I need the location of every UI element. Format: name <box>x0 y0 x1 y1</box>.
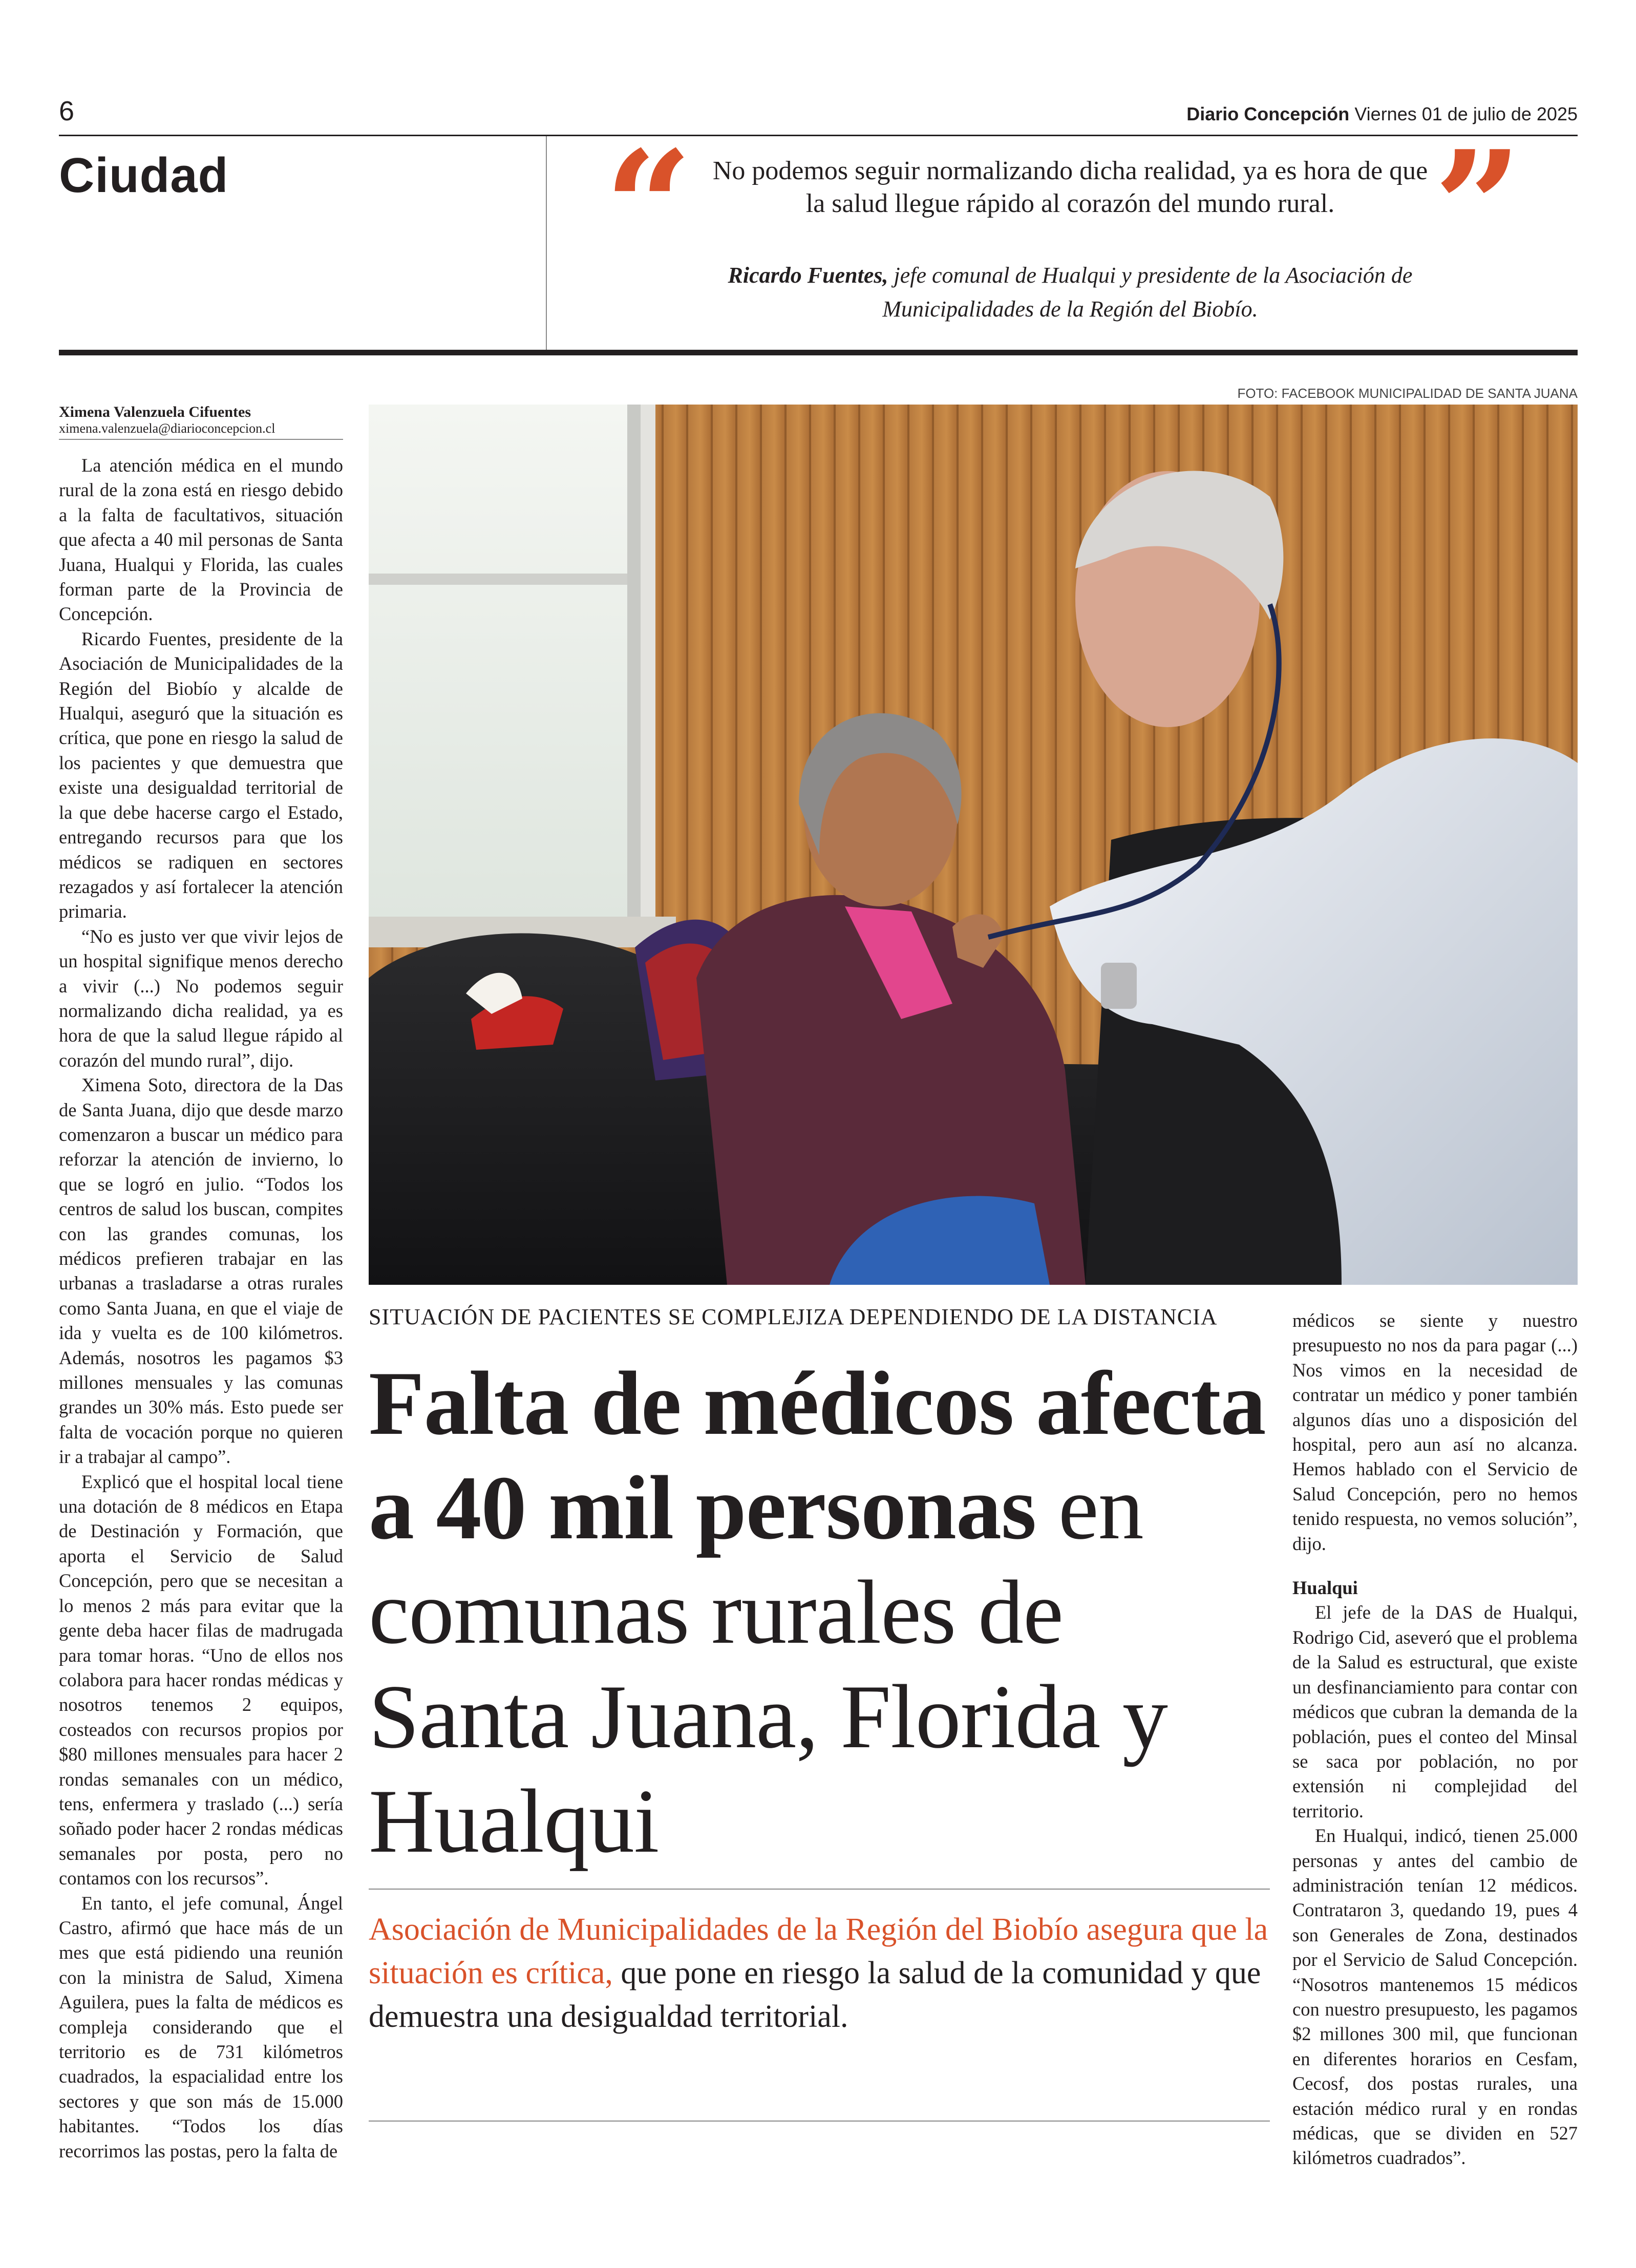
byline-rule <box>59 439 343 440</box>
headline-regular: en comunas rurales de Santa Juana, Florida y Hualqui <box>369 1457 1167 1872</box>
paragraph: médicos se siente y nuestro presupuesto no nos da para pagar (...) Nos vimos en la necesidad de contratar un médico y poner también algunos días uno a disposición del hospital, pero aun así no alcanza. Hemos hablado con el Servicio de Salud Concepción, pero no hemos tenido respuesta, no vemos solución”, dijo. <box>1292 1310 1578 1554</box>
paragraph: En tanto, el jefe comunal, Ángel Castro, afirmó que hace más de un mes que está pidiendo una reunión con la ministra de Salud, Ximena Aguilera, pues la falta de médicos es compleja considerando que el territorio es de 731 kilómetros cuadrados, la espacialidad entre los sectores y que son más de 15.000 habitantes. “Todos los días recorrimos las postas, pero la falta de <box>59 1892 343 2161</box>
paragraph: El jefe de la DAS de Hualqui, Rodrigo Cid, aseveró que el problema de la Salud es estructural, que existe un desfinanciamiento para contar con médicos que cubran la demanda de la población, pues el conteo del Minsal se saca por población, no por extensión ni complejidad del territorio. <box>1292 1602 1578 1821</box>
quote-attribution <box>655 259 1485 326</box>
newspaper-name: Diario Concepción <box>1186 103 1350 124</box>
article-headline <box>369 1351 1280 1873</box>
header-thick-rule <box>59 350 1578 355</box>
pull-quote: No podemos seguir normalizando dicha realidad, ya es hora de que la salud llegue rápido al corazón del mundo rural. <box>712 156 1428 218</box>
deck-bottom-rule <box>369 2121 1270 2122</box>
close-quote-icon: ” <box>1434 117 1522 298</box>
page-number: 6 <box>59 96 75 126</box>
paragraph: En Hualqui, indicó, tienen 25.000 personas y antes del cambio de administración tenían 12 médicos. Contrataron 3, quedando 19, pues 4 son Generales de Zona, destinados por el Servicio de Salud Concepción. “Nosotros mantenemos 15 médicos con nuestro presupuesto, les pagamos $2 millones 300 mil, que funcionan en diferentes horarios en Cesfam, Cecosf, dos postas rurales, una estación médico rural y en rondas médicas, que se dividen en 527 kilómetros cuadrados”. <box>1292 1825 1578 2169</box>
deck-rest: que pone en riesgo la salud de la comunidad y que demuestra una desigualdad territorial. <box>369 1956 1261 2034</box>
article-kicker: SITUACIÓN DE PACIENTES SE COMPLEJIZA DEPENDIENDO DE LA DISTANCIA <box>369 1304 1218 1329</box>
paragraph: Ximena Soto, directora de la Das de Santa Juana, dijo que desde marzo comenzaron a buscar un médico para reforzar la atención de invierno, lo que se logró en julio. “Todos los centros de salud los buscan, compites con las grandes comunas, los médicos prefieren trabajar en las urbanas a trasladarse a otras rurales como Santa Juana, en que el viaje de ida y vuelta es de 100 kilómetros. Además, nosotros les pagamos $3 millones mensuales y las comunas grandes un 30% más. Esto puede ser falta de vocación porque no quieren ir a trabajar al campo”. <box>59 1074 343 1468</box>
issue-date: Viernes 01 de julio de 2025 <box>1354 103 1578 124</box>
headline-bold: Falta de médicos afecta a 40 mil personas <box>369 1352 1266 1558</box>
deck-accent: Asociación de Municipalidades de la Región del Biobío asegura que la situación es crítica, <box>369 1912 1268 1990</box>
section-title: Ciudad <box>59 148 229 203</box>
article-photo <box>369 405 1578 1285</box>
paragraph: Ricardo Fuentes, presidente de la Asociación de Municipalidades de la Región del Biobío y alcalde de Hualqui, aseguró que la situación es crítica, que pone en riesgo la salud de los pacientes y que demuestra que existe una desigualdad territorial de la que debe hacerse cargo el Estado, entregando recursos para que los médicos se radiquen en sectores rezagados y así fortalecer la atención primaria. <box>59 628 343 922</box>
paragraph: “No es justo ver que vivir lejos de un hospital signifique menos derecho a vivir (...) No podemos seguir normalizando dicha realidad, ya es hora de que la salud llegue rápido al corazón del mundo rural”, dijo. <box>59 925 343 1071</box>
open-quote-icon: “ <box>604 117 693 298</box>
left-column <box>59 453 343 2164</box>
right-column <box>1292 1308 1578 2171</box>
subheading: Hualqui <box>1292 1577 1358 1599</box>
byline-email[interactable]: ximena.valenzuela@diarioconcepcion.cl <box>59 421 275 436</box>
header-divider <box>546 136 547 351</box>
deck-top-rule <box>369 1889 1270 1890</box>
quote-author: Ricardo Fuentes, <box>728 263 888 288</box>
paragraph: La atención médica en el mundo rural de la zona está en riesgo debido a la falta de facultativos, situación que afecta a 40 mil personas de Santa Juana, Hualqui y Florida, las cuales forman parte de la Provincia de Concepción. <box>59 455 343 625</box>
quote-author-role: jefe comunal de Hualqui y presidente de la Asociación de Municipalidades de la Región del Biobío. <box>882 263 1413 322</box>
byline-name: Ximena Valenzuela Cifuentes <box>59 404 251 420</box>
header-rule <box>59 135 1578 136</box>
paragraph: Explicó que el hospital local tiene una dotación de 8 médicos en Etapa de Destinación y Formación, que aporta el Servicio de Salud Concepción, pero que se necesitan a lo menos 2 más para evitar que la gente deba hacer filas de madrugada para tomar horas. “Uno de ellos nos colabora para hacer rondas médicas y nosotros tenemos 2 equipos, costeados con recursos propios por $80 millones mensuales para hacer 2 rondas semanales con un médico, tens, enfermera y traslado (...) sería soñado poder hacer 2 rondas médicas semanales por posta, pero no contamos con los recursos”. <box>59 1471 343 1889</box>
photo-credit: FOTO: FACEBOOK MUNICIPALIDAD DE SANTA JUANA <box>1237 386 1578 401</box>
article-deck <box>369 1908 1270 2039</box>
